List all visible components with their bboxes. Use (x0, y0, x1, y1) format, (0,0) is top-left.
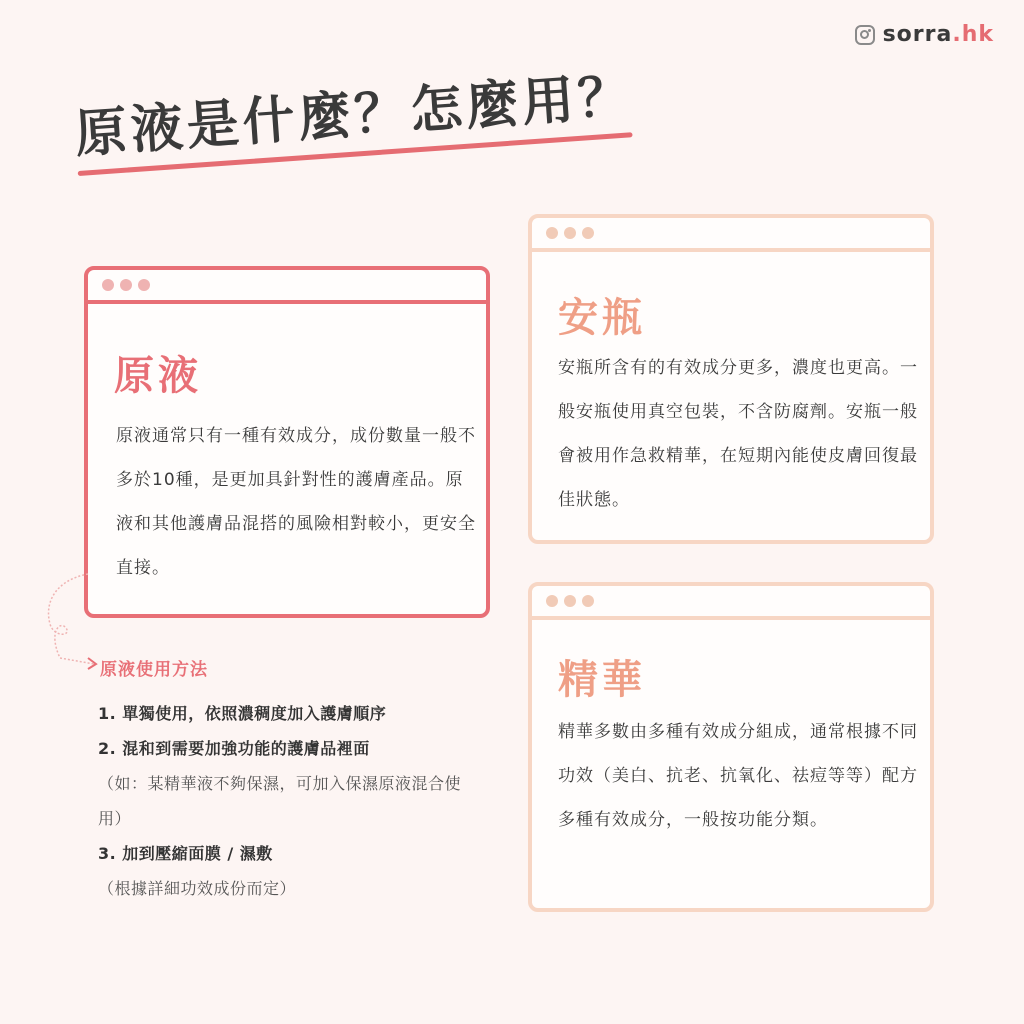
instagram-icon (855, 25, 875, 45)
card-jinghua (528, 582, 934, 912)
window-dot-icon (102, 279, 114, 291)
window-titlebar (88, 270, 486, 304)
window-dot-icon (582, 595, 594, 607)
page-title-block (72, 53, 637, 176)
card-heading: 精華 (558, 657, 646, 703)
usage-title: 原液使用方法 (100, 660, 208, 680)
card-body: 安瓶所含有的有效成分更多，濃度也更高。一般安瓶使用真空包裝，不含防腐劑。安瓶一般會被用作急救精華，在短期內能使皮膚回復最佳狀態。 (558, 358, 918, 510)
window-titlebar (532, 218, 930, 252)
usage-step-3: 3. 加到壓縮面膜 / 濕敷 (98, 844, 273, 863)
window-dot-icon (582, 227, 594, 239)
brand-tld: .hk (952, 22, 994, 47)
brand-logo (855, 22, 994, 47)
brand-name: sorra (882, 22, 953, 47)
usage-list (98, 696, 478, 906)
window-dot-icon (564, 595, 576, 607)
usage-step-3-note: （根據詳細功效成份而定） (98, 879, 297, 898)
window-dot-icon (120, 279, 132, 291)
card-body: 原液通常只有一種有效成分，成份數量一般不多於10種，是更加具針對性的護膚產品。原液和其他護膚品混搭的風險相對較小，更安全直接。 (116, 426, 476, 578)
card-heading: 安瓶 (558, 295, 646, 341)
window-titlebar (532, 586, 930, 620)
page-title: 原液是什麼？怎麼用？ (73, 66, 636, 166)
usage-step-2: 2. 混和到需要加強功能的護膚品裡面 (98, 739, 370, 758)
window-dot-icon (564, 227, 576, 239)
window-dot-icon (546, 595, 558, 607)
curved-arrow-icon (36, 572, 106, 672)
usage-step-2-note: （如：某精華液不夠保濕，可加入保濕原液混合使用） (98, 774, 462, 828)
card-yuanye (84, 266, 490, 618)
window-dot-icon (138, 279, 150, 291)
window-dot-icon (546, 227, 558, 239)
card-anping (528, 214, 934, 544)
card-body: 精華多數由多種有效成分組成，通常根據不同功效（美白、抗老、抗氧化、祛痘等等）配方多種有效成分，一般按功能分類。 (558, 722, 918, 830)
usage-step-1: 1. 單獨使用，依照濃稠度加入護膚順序 (98, 704, 387, 723)
card-heading: 原液 (114, 353, 202, 399)
